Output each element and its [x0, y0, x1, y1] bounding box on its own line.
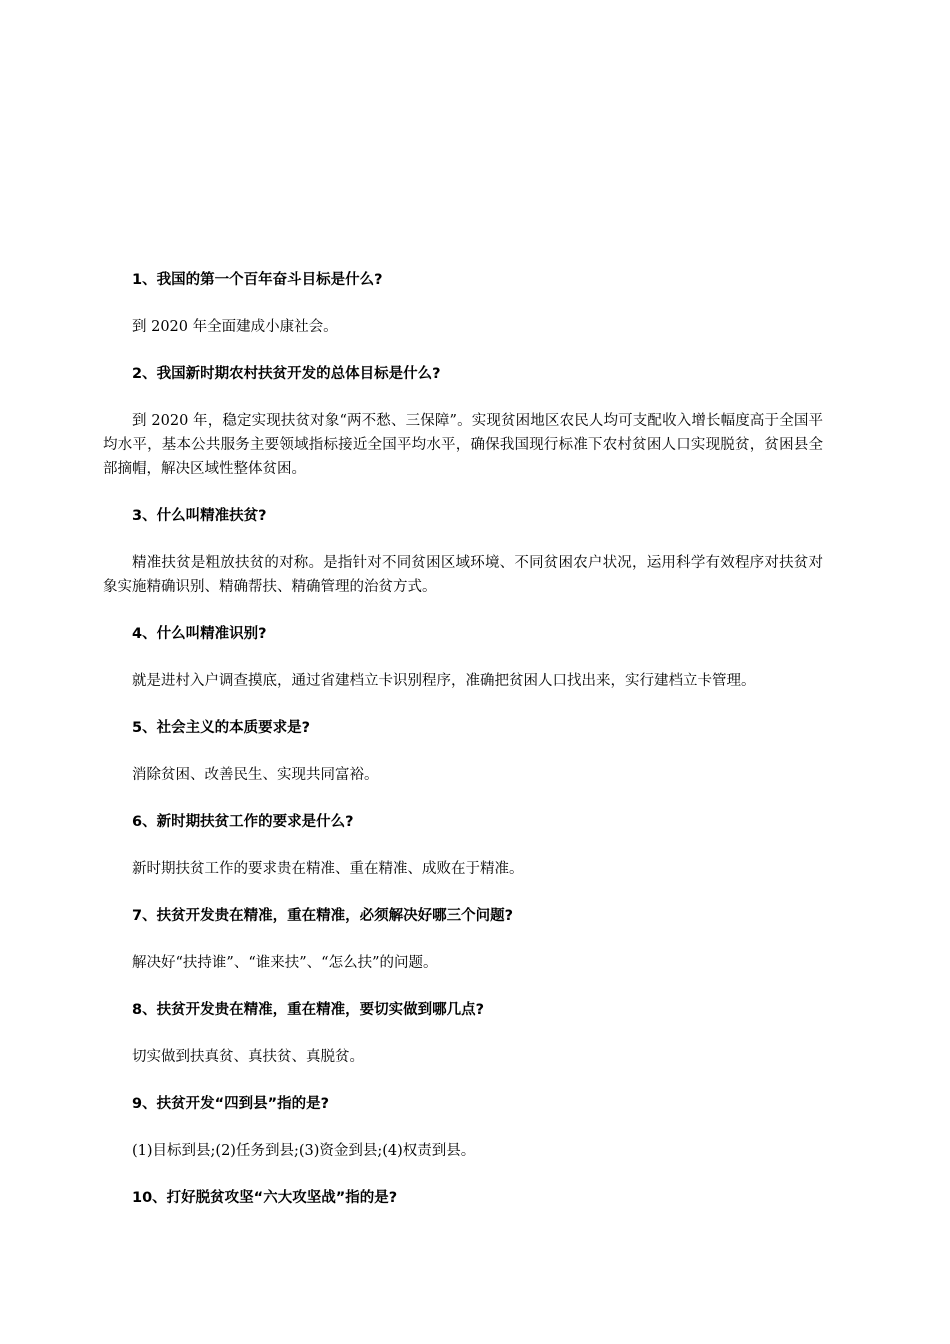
question-3: 3、什么叫精准扶贫? — [132, 508, 267, 524]
question-5: 5、社会主义的本质要求是? — [132, 720, 310, 736]
answer-6: 新时期扶贫工作的要求贵在精准、重在精准、成败在于精准。 — [132, 861, 524, 877]
qa-item-5 — [132, 716, 852, 787]
question-7: 7、扶贫开发贵在精准，重在精准，必须解决好哪三个问题? — [132, 908, 513, 924]
qa-item-6 — [132, 810, 852, 881]
qa-item-10 — [132, 1186, 852, 1210]
answer-8: 切实做到扶真贫、真扶贫、真脱贫。 — [132, 1049, 364, 1065]
question-10: 10、打好脱贫攻坚“六大攻坚战”指的是? — [132, 1190, 398, 1206]
question-9: 9、扶贫开发“四到县”指的是? — [132, 1096, 330, 1112]
answer-9: (1)目标到县;(2)任务到县;(3)资金到县;(4)权责到县。 — [132, 1143, 476, 1159]
answer-3: 精准扶贫是粗放扶贫的对称。是指针对不同贫困区域环境、不同贫困农户状况，运用科学有效程序对扶贫对象实施精确识别、精确帮扶、精确管理的治贫方式。 — [103, 555, 823, 595]
qa-item-2 — [103, 362, 852, 481]
qa-item-1 — [132, 268, 852, 339]
question-4: 4、什么叫精准识别? — [132, 626, 267, 642]
answer-4: 就是进村入户调查摸底，通过省建档立卡识别程序，准确把贫困人口找出来，实行建档立卡管理。 — [132, 673, 756, 689]
question-6: 6、新时期扶贫工作的要求是什么? — [132, 814, 354, 830]
qa-list — [103, 268, 852, 1233]
answer-5: 消除贫困、改善民生、实现共同富裕。 — [132, 767, 379, 783]
qa-item-7 — [132, 904, 852, 975]
qa-item-4 — [132, 622, 852, 693]
qa-item-8 — [132, 998, 852, 1069]
question-2: 2、我国新时期农村扶贫开发的总体目标是什么? — [132, 366, 441, 382]
answer-1: 到 2020 年全面建成小康社会。 — [132, 319, 338, 335]
qa-item-3 — [103, 504, 852, 599]
answer-7: 解决好“扶持谁”、“谁来扶”、“怎么扶”的问题。 — [132, 955, 438, 971]
qa-item-9 — [132, 1092, 852, 1163]
question-1: 1、我国的第一个百年奋斗目标是什么? — [132, 272, 383, 288]
answer-2: 到 2020 年，稳定实现扶贫对象“两不愁、三保障”。实现贫困地区农民人均可支配收入增长幅度高于全国平均水平，基本公共服务主要领域指标接近全国平均水平，确保我国现行标准下农村贫困人口实现脱贫，贫困县全部摘帽，解决区域性整体贫困。 — [103, 413, 823, 477]
question-8: 8、扶贫开发贵在精准，重在精准，要切实做到哪几点? — [132, 1002, 484, 1018]
